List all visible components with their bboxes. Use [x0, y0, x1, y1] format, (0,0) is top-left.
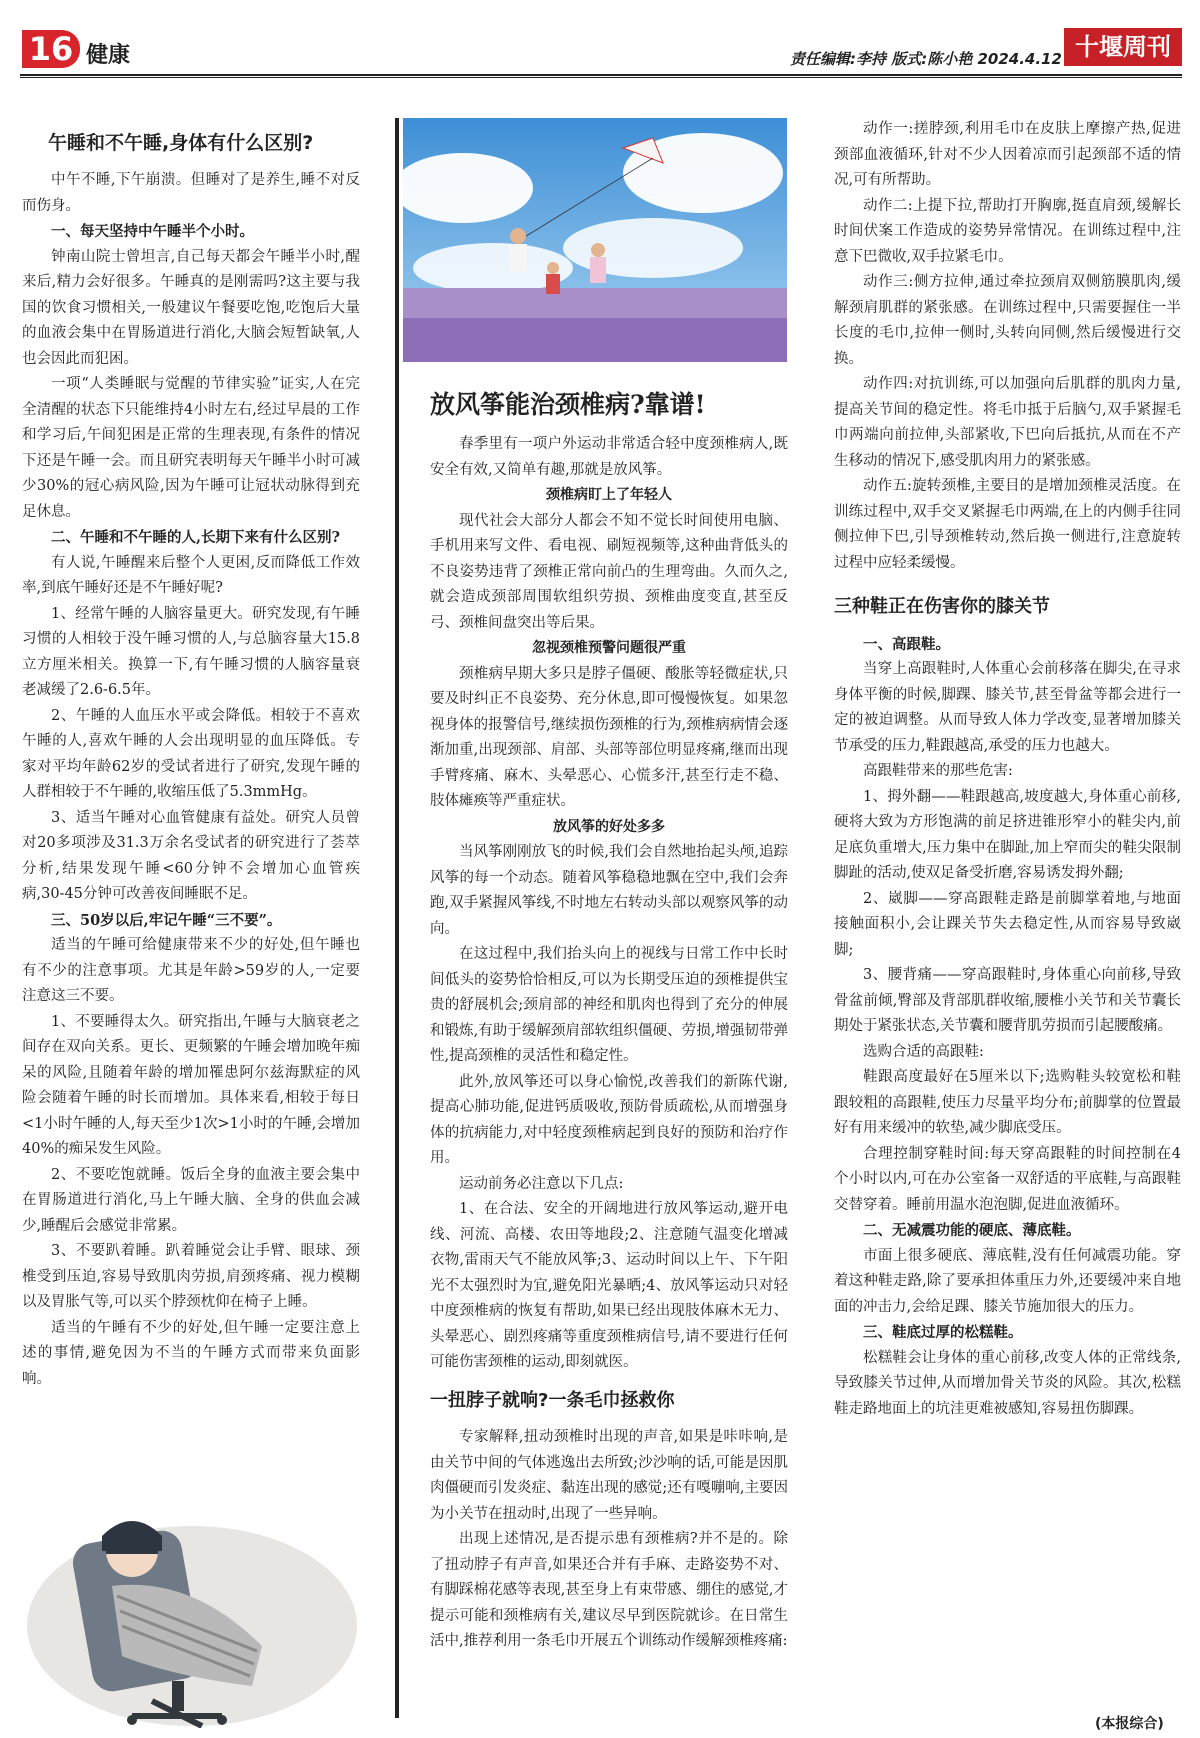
article4-body	[834, 632, 1181, 1423]
paragraph: 鞋跟高度最好在5厘米以下;选购鞋头较宽松和鞋跟较粗的高跟鞋,使压力尽量平均分布;前脚掌的位置最好有用来缓冲的软垫,减少脚底受压。	[834, 1069, 1181, 1136]
header-rule-thin	[20, 77, 1182, 78]
paragraph: 一、每天坚持中午睡半个小时。	[51, 223, 254, 240]
paragraph: 3、不要趴着睡。趴着睡觉会让手臂、眼球、颈椎受到压迫,容易导致肌肉劳损,肩颈疼痛、视力模糊以及胃胀气等,可以买个脖颈枕仰在椅子上睡。	[22, 1243, 360, 1310]
paragraph: 放风筝的好处多多	[553, 818, 665, 835]
paragraph: 在这过程中,我们抬头向上的视线与日常工作中长时间低头的姿势恰恰相反,可以为长期受压迫的颈椎提供宝贵的舒展机会;颈肩部的神经和肌肉也得到了充分的伸展和锻炼,有助于缓解颈肩部软组织僵硬、劳损,增强韧带弹性,提高颈椎的灵活性和稳定性。	[430, 946, 788, 1064]
paragraph: 1、在合法、安全的开阔地进行放风筝运动,避开电线、河流、高楼、农田等地段;2、注意随气温变化增减衣物,雷雨天气不能放风筝;3、运动时间以上午、下午阳光不太强烈时为宜,避免阳光暴晒;4、放风筝运动只对轻中度颈椎病的恢复有帮助,如果已经出现肢体麻木无力、头晕恶心、剧烈疼痛等重度颈椎病信号,请不要进行任何可能伤害颈椎的运动,即刻就医。	[430, 1201, 788, 1370]
paragraph: 2、不要吃饱就睡。饭后全身的血液主要会集中在胃肠道进行消化,马上午睡大脑、全身的供血会减少,睡醒后会感觉非常累。	[22, 1166, 360, 1234]
paragraph: 一项“人类睡眠与觉醒的节律实验”证实,人在完全清醒的状态下只能维持4小时左右,经过早晨的工作和学习后,午间犯困是正常的生理表现,有条件的情况下还是午睡一会。而且研究表明每天午睡半小时可减少30%的冠心病风险,因为午睡可让冠状动脉得到充足休息。	[22, 376, 360, 520]
page-number: 16	[22, 30, 80, 68]
paragraph: 出现上述情况,是否提示患有颈椎病?并不是的。除了扭动脖子有声音,如果还合并有手麻、走路姿势不对、有脚踩棉花感等表现,甚至身上有束带感、绷住的感觉,才提示可能和颈椎病有关,建议尽早到医院就诊。在日常生活中,推荐利用一条毛巾开展五个训练动作缓解颈椎疼痛:	[430, 1531, 788, 1649]
article2-body	[430, 432, 788, 1376]
paragraph: 动作五:旋转颈椎,主要目的是增加颈椎灵活度。在训练过程中,双手交叉紧握毛巾两端,在上的内侧手往同侧拉伸下巴,引导颈椎转动,然后换一侧进行,注意旋转过程中应轻柔缓慢。	[834, 478, 1181, 571]
paragraph: 三、50岁以后,牢记午睡“三不要”。	[51, 911, 282, 929]
masthead-logo: 十堰周刊	[1064, 28, 1182, 66]
paragraph: 有人说,午睡醒来后整个人更困,反而降低工作效率,到底午睡好还是不午睡好呢?	[22, 554, 360, 596]
section-name: 健康	[86, 43, 131, 68]
column-3	[834, 117, 1181, 1422]
article2-title: 放风筝能治颈椎病?靠谱!	[430, 390, 706, 419]
paragraph: 二、无减震功能的硬底、薄底鞋。	[863, 1222, 1081, 1239]
paragraph: 高跟鞋带来的那些危害:	[863, 763, 1013, 779]
paragraph: 1、经常午睡的人脑容量更大。研究发现,有午睡习惯的人相较于没午睡习惯的人,与总脑容量大15.8立方厘米相关。换算一下,有午睡习惯的人脑容量衰老减缓了2.6-6.5年。	[22, 605, 360, 698]
column-2	[430, 432, 788, 1655]
paragraph: 1、不要睡得太久。研究指出,午睡与大脑衰老之间存在双向关系。更长、更频繁的午睡会增加晚年痴呆的风险,且随着年龄的增加罹患阿尔兹海默症的风险会随着午睡的时长而增加。具体来看,相较于每日<1小时午睡的人,每天至少1次>1小时的午睡,会增加40%的痴呆发生风险。	[22, 1013, 360, 1157]
article1-title: 午睡和不午睡,身体有什么区别?	[48, 132, 314, 154]
paragraph: 钟南山院士曾坦言,自己每天都会午睡半小时,醒来后,精力会好很多。午睡真的是刚需吗?这主要与我国的饮食习惯相关,一般建议午餐要吃饱,吃饱后大量的血液会集中在胃肠道进行消化,大脑会短暂缺氧,人也会因此而犯困。	[22, 248, 360, 367]
paragraph: 二、午睡和不午睡的人,长期下来有什么区别?	[51, 529, 341, 546]
page-header	[0, 0, 1200, 75]
paragraph: 2、午睡的人血压水平或会降低。相较于不喜欢午睡的人,喜欢午睡的人会出现明显的血压降低。专家对平均年龄62岁的受试者进行了研究,发现午睡的人群相较于不午睡的,收缩压低了5.3mmHg。	[22, 707, 360, 800]
paragraph: 忽视颈椎预警问题很严重	[532, 640, 686, 656]
paragraph: 适当的午睡有不少的好处,但午睡一定要注意上述的事情,避免因为不当的午睡方式而带来负面影响。	[22, 1319, 360, 1387]
paragraph: 动作三:侧方拉伸,通过牵拉颈肩双侧筋膜肌肉,缓解颈肩肌群的紧张感。在训练过程中,只需要握住一半长度的毛巾,拉伸一侧时,头转向同侧,然后缓慢进行交换。	[834, 274, 1181, 367]
paragraph: 3、适当午睡对心血管健康有益处。研究人员曾对20多项涉及31.3万余名受试者的研究进行了荟萃分析,结果发现午睡<60分钟不会增加心血管疾病,30-45分钟可改善夜间睡眠不足。	[22, 809, 360, 902]
article3-body	[430, 1425, 788, 1655]
article3-body-continued	[834, 117, 1181, 576]
paragraph: 松糕鞋会让身体的重心前移,改变人体的正常线条,导致膝关节过伸,从而增加骨关节炎的风险。其次,松糕鞋走路地面上的坑洼更难被感知,容易扭伤脚踝。	[834, 1349, 1181, 1417]
paragraph: 颈椎病盯上了年轻人	[546, 487, 672, 503]
column-divider	[395, 118, 399, 1718]
napping-illustration	[22, 1496, 362, 1728]
paragraph: 选购合适的高跟鞋:	[863, 1043, 984, 1060]
article3-title: 一扭脖子就响?一条毛巾拯救你	[430, 1389, 675, 1411]
article4-title: 三种鞋正在伤害你的膝关节	[834, 596, 1050, 617]
column-1	[22, 168, 360, 1392]
paragraph: 动作二:上提下拉,帮助打开胸廓,挺直肩颈,缓解长时间伏案工作造成的姿势异常情况。在训练过程中,注意下巴微收,双手拉紧毛巾。	[834, 197, 1181, 265]
paragraph: 动作四:对抗训练,可以加强向后肌群的肌肉力量,提高关节间的稳定性。将毛巾抵于后脑勺,双手紧握毛巾两端向前拉伸,头部紧收,下巴向后抵抗,从而在不产生移动的情况下,感受肌肉用力的紧张感。	[834, 376, 1181, 469]
paragraph: 1、拇外翻——鞋跟越高,坡度越大,身体重心前移,硬将大致为方形饱满的前足挤进锥形窄小的鞋尖内,前足底负重增大,压力集中在脚趾,加上窄而尖的鞋尖限制脚趾的活动,使双足备受折磨,容易诱发拇外翻;	[834, 788, 1181, 881]
header-rule	[20, 74, 1182, 76]
paragraph: 一、高跟鞋。	[863, 635, 950, 653]
paragraph: 3、腰背痛——穿高跟鞋时,身体重心向前移,导致骨盆前倾,臀部及背部肌群收缩,腰椎小关节和关节囊长期处于紧张状态,关节囊和腰背肌劳损而引起腰酸痛。	[834, 967, 1181, 1034]
paragraph: 当风筝刚刚放飞的时候,我们会自然地抬起头颅,追踪风筝的每一个动态。随着风筝稳稳地飘在空中,我们会奔跑,双手紧握风筝线,不时地左右转动头部以观察风筝的动向。	[430, 844, 788, 937]
paragraph: 动作一:搓脖颈,利用毛巾在皮肤上摩擦产热,促进颈部血液循环,针对不少人因着凉而引起颈部不适的情况,可有所帮助。	[834, 121, 1181, 188]
kite-family-photo	[403, 118, 787, 362]
paragraph: 现代社会大部分人都会不知不觉长时间使用电脑、手机用来写文件、看电视、刷短视频等,这种曲背低头的不良姿势违背了颈椎正常向前凸的生理弯曲。久而久之,就会造成颈部周围软组织劳损、颈椎曲度变直,甚至反弓、颈椎间盘突出等后果。	[430, 512, 788, 631]
paragraph: 专家解释,扭动颈椎时出现的声音,如果是咔咔响,是由关节中间的气体逃逸出去所致;沙沙响的话,可能是因肌肉僵硬而引发炎症、黏连出现的感觉;还有嘎嘣响,主要因为小关节在扭动时,出现了一些异响。	[430, 1429, 788, 1522]
article1-body	[22, 168, 360, 1392]
paragraph: 当穿上高跟鞋时,人体重心会前移落在脚尖,在寻求身体平衡的时候,脚踝、膝关节,甚至骨盆等都会进行一定的被迫调整。从而导致人体力学改变,显著增加膝关节承受的压力,鞋跟越高,承受的压力也越大。	[834, 661, 1181, 754]
paragraph: 2、崴脚——穿高跟鞋走路是前脚掌着地,与地面接触面积小,会让踝关节失去稳定性,从而容易导致崴脚;	[834, 890, 1181, 958]
paragraph: 春季里有一项户外运动非常适合轻中度颈椎病人,既安全有效,又简单有趣,那就是放风筝。	[430, 436, 788, 478]
paragraph: 三、鞋底过厚的松糕鞋。	[863, 1324, 1023, 1341]
paragraph: 适当的午睡可给健康带来不少的好处,但午睡也有不少的注意事项。尤其是年龄>59岁的人,一定要注意这三不要。	[22, 937, 360, 1004]
paragraph: 中午不睡,下午崩溃。但睡对了是养生,睡不对反而伤身。	[22, 172, 360, 214]
paragraph: 市面上很多硬底、薄底鞋,没有任何减震功能。穿着这种鞋走路,除了要承担体重压力外,还要缓冲来自地面的冲击力,会给足踝、膝关节施加很大的压力。	[834, 1247, 1181, 1315]
paragraph: 颈椎病早期大多只是脖子僵硬、酸胀等轻微症状,只要及时纠正不良姿势、充分休息,即可慢慢恢复。如果忽视身体的报警信号,继续损伤颈椎的行为,颈椎病病情会逐渐加重,出现颈部、肩部、头部等部位明显疼痛,继而出现手臂疼痛、麻木、头晕恶心、心慌多汗,甚至行走不稳、肢体瘫痪等严重症状。	[430, 665, 788, 809]
paragraph: 运动前务必注意以下几点:	[459, 1175, 624, 1192]
paragraph: 此外,放风筝还可以身心愉悦,改善我们的新陈代谢,提高心肺功能,促进钙质吸收,预防骨质疏松,从而增强身体的抗病能力,对中轻度颈椎病起到良好的预防和治疗作用。	[430, 1073, 788, 1166]
editor-line: 责任编辑:李持 版式:陈小艳 2024.4.12	[790, 50, 1062, 68]
paragraph: 合理控制穿鞋时间:每天穿高跟鞋的时间控制在4个小时以内,可在办公室备一双舒适的平底鞋,与高跟鞋交替穿着。睡前用温水泡泡脚,促进血液循环。	[834, 1145, 1181, 1213]
source-credit: (本报综合)	[1095, 1716, 1164, 1732]
